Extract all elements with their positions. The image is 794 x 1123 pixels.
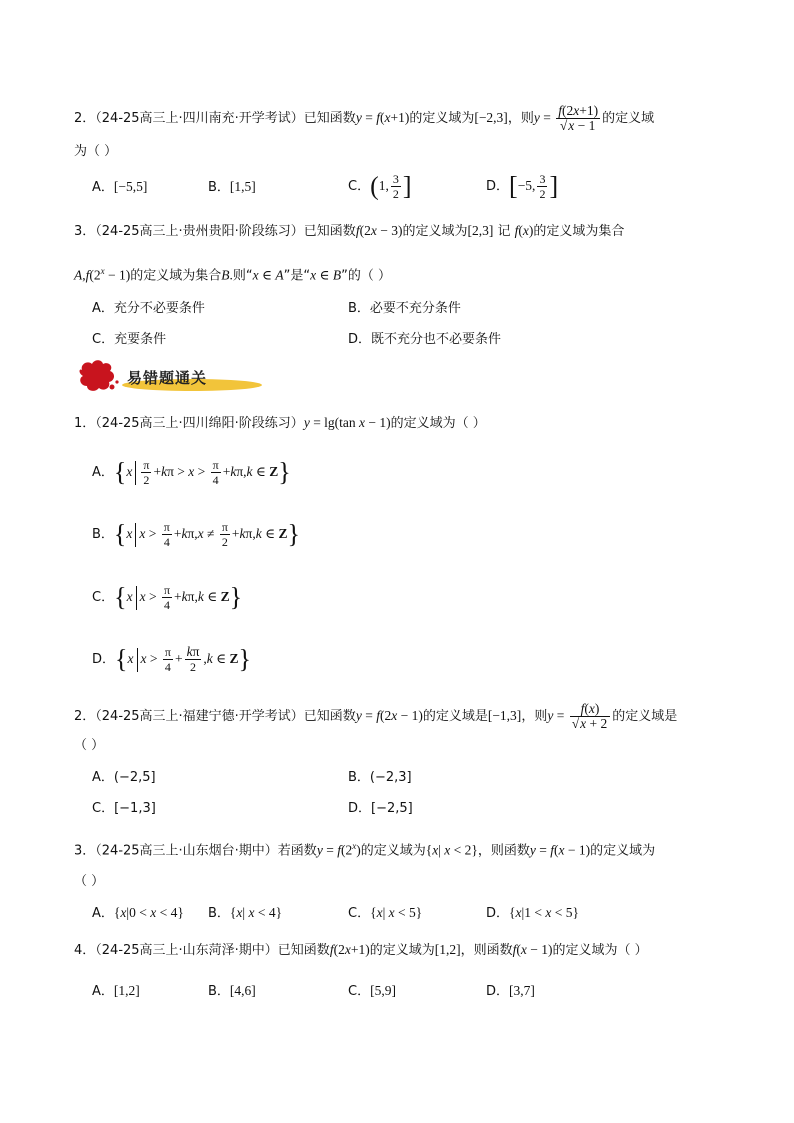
e3-stem-line1: 3．（24-25高三上·山东烟台·期中）若函数$y = f(2^x)$的定义域为{x| x < 2}，则函数y = f(x − 1)的定义域为 bbox=[74, 841, 656, 859]
e2-option-d[interactable]: D．[−2,5] bbox=[348, 801, 413, 816]
q3-option-b[interactable]: B．必要不充分条件 bbox=[348, 301, 461, 316]
q3-option-c[interactable]: C．充要条件 bbox=[92, 332, 167, 347]
q3-stem-line1: 3．（24-25高三上·贵州贵阳·阶段练习）已知函数f(2x − 3)的定义域为[2,3] 记 f(x)的定义域为集合 bbox=[74, 223, 625, 239]
e2-option-c[interactable]: C．[−1,3] bbox=[92, 801, 156, 816]
q2-fraction: $\frac{f(2x+1)}{√x - 1}$ bbox=[558, 103, 599, 133]
q2-stem-line2: 为（ ） bbox=[74, 144, 118, 159]
e1-option-b[interactable]: B．{x x > $\frac{\pi}{4}$ +kπ,x ≠ $\frac{\pi}{2}$ +kπ,k ∈ Z} bbox=[92, 519, 300, 549]
e3-option-b[interactable]: B．{x| x < 4} bbox=[208, 905, 283, 921]
e4-option-d[interactable]: D．[3,7] bbox=[486, 983, 535, 999]
q3-stem-line2: $A,f(2^x - 1)$的定义域为集合B.则“x ∈ A”是“x ∈ B”的（ ） bbox=[74, 266, 391, 284]
q2-stem-line1: 2．（24-25高三上·四川南充·开学考试）已知函数y = f(x+1)的定义域为[−2,3]，则y = $\frac{f(2x+1)}{√x - 1}$ 的定义域 bbox=[74, 103, 655, 133]
e4-option-a[interactable]: A．[1,2] bbox=[92, 983, 140, 999]
e2-option-b[interactable]: B．(−2,3] bbox=[348, 770, 412, 785]
e1-option-d[interactable]: D．{x x > $\frac{\pi}{4}$ + $\frac{k\pi}{2}$ ,k ∈ Z} bbox=[92, 644, 252, 674]
e1-option-c[interactable]: C．{x x > $\frac{\pi}{4}$ +kπ,k ∈ Z} bbox=[92, 582, 243, 612]
e3-stem-line2: （ ） bbox=[74, 874, 105, 889]
e1-option-a[interactable]: A．{x $\frac{\pi}{2}$ +kπ > x > $\frac{\pi}{4}$ +kπ,k ∈ Z} bbox=[92, 457, 291, 487]
e2-stem-line2: （ ） bbox=[74, 738, 105, 753]
q2-domain-value: [−2,3] bbox=[474, 110, 508, 125]
banner-red-splash bbox=[80, 360, 115, 391]
q2-option-a[interactable]: A．[−5,5] bbox=[92, 179, 148, 195]
e2-option-a[interactable]: A．(−2,5] bbox=[92, 770, 156, 785]
e4-option-c[interactable]: C．[5,9] bbox=[348, 983, 396, 999]
e2-stem-line1: 2．（24-25高三上·福建宁德·开学考试）已知函数y = f(2x − 1)的定义域是[−1,3]，则y = $\frac{f(x)}{√x + 2}$ 的定义域是 bbox=[74, 701, 678, 731]
q2-option-c[interactable]: C．(1, $\frac{3}{2}$ ] bbox=[348, 171, 412, 201]
q2-option-d[interactable]: D．[−5, $\frac{3}{2}$ ] bbox=[486, 171, 559, 201]
e1-stem: 1．（24-25高三上·四川绵阳·阶段练习）y = lg(tan x − 1)的定义域为（ ） bbox=[74, 415, 486, 431]
q2-option-b[interactable]: B．[1,5] bbox=[208, 179, 256, 195]
section-title: 易错题通关 bbox=[127, 369, 208, 387]
q3-option-d[interactable]: D．既不充分也不必要条件 bbox=[348, 332, 502, 347]
e3-option-d[interactable]: D．{x|1 < x < 5} bbox=[486, 905, 579, 921]
e3-option-a[interactable]: A．{x|0 < x < 4} bbox=[92, 905, 184, 921]
e3-option-c[interactable]: C．{x| x < 5} bbox=[348, 905, 423, 921]
q2-formula-f-x-plus-1: y bbox=[355, 110, 362, 125]
e4-option-b[interactable]: B．[4,6] bbox=[208, 983, 256, 999]
q3-option-a[interactable]: A．充分不必要条件 bbox=[92, 301, 205, 316]
e4-stem: 4．（24-25高三上·山东菏泽·期中）已知函数f(2x+1)的定义域为[1,2]，则函数f(x − 1)的定义域为（ ） bbox=[74, 942, 648, 958]
